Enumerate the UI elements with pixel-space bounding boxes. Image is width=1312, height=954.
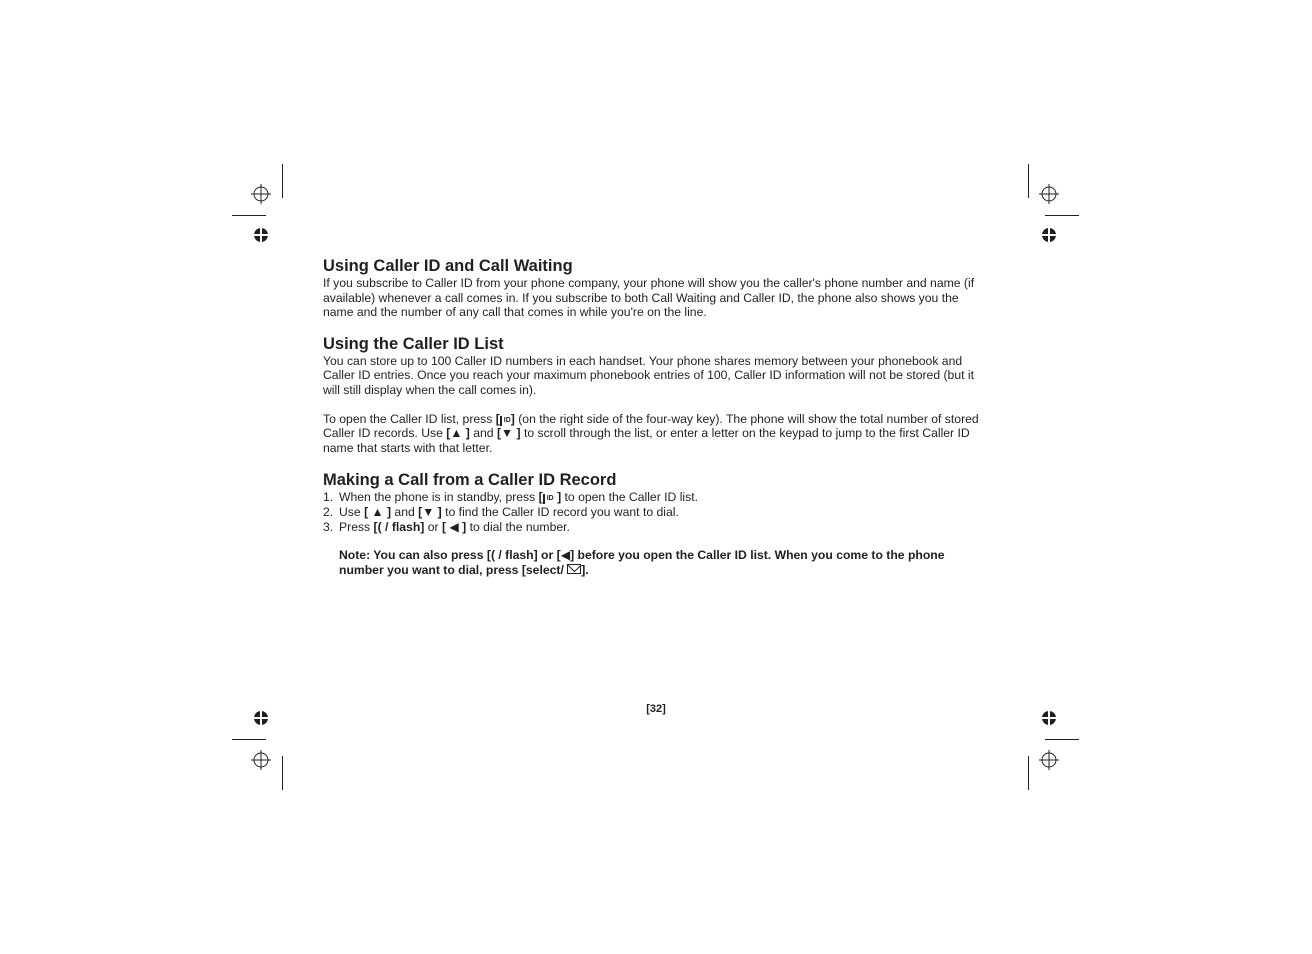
up-arrow-key-icon: [ ▲ ] [364,504,392,519]
section-heading-caller-id-list: Using the Caller ID List [323,334,504,353]
down-arrow-key-icon: [▼ ] [418,504,442,519]
crop-mark-top-right-horizontal [1045,215,1079,216]
page-number: [32] [646,703,666,715]
caller-id-list-paragraph: You can store up to 100 Caller ID numbers in each handset. Your phone shares memory between your phonebook and Caller ID entries. Once you reach your maximum phonebook entries of 100, Caller ID information will not be stored (but it will still display when the call comes in). [323,353,974,397]
text-fragment: and [469,426,497,441]
registration-dot-icon [254,228,268,242]
crop-mark-bottom-left-vertical [282,756,283,790]
envelope-icon [567,564,581,574]
note-paragraph: Note: You can also press [( / flash] or [◀] before you open the Caller ID list. When you come to the phone number you want to dial, press [select/ ]. [339,548,945,578]
registration-mark-icon [1039,184,1059,204]
crop-mark-top-right-vertical [1028,164,1029,198]
caller-id-key-icon: [ ID ] [538,490,562,505]
text-fragment: To open the Caller ID list, press [323,411,496,426]
crop-mark-top-left-horizontal [232,215,266,216]
text-fragment: to scroll through the list, or enter a letter on the keypad to jump to the first Caller ID name that starts with that letter. [323,426,970,455]
talk-key-icon: [( [486,548,495,563]
caller-id-key-icon: [ ID] [495,411,515,426]
crop-mark-bottom-left-horizontal [232,739,266,740]
talk-key-icon: [( [373,519,382,534]
list-item: 1. When the phone is in standby, press [ ID ] to open the Caller ID list. [323,490,698,505]
caller-id-paragraph: If you subscribe to Caller ID from your phone company, your phone will show you the caller's phone number and name (if available) whenever a call comes in. If you subscribe to both Call Waiting and Caller ID, the phone also shows you the name and the number of any call that comes in while you're on the line. [323,276,975,320]
speaker-key-icon: [◀] [556,548,575,563]
section-heading-making-call: Making a Call from a Caller ID Record [323,471,617,490]
open-caller-id-list-paragraph [323,412,991,456]
steps-list [323,490,991,534]
speaker-key-icon: [ ◀ ] [441,519,467,534]
up-arrow-key-icon: [▲ ] [446,426,470,441]
registration-dot-icon [1042,228,1056,242]
registration-mark-icon [1039,750,1059,770]
text-fragment: (on the right side of the four-way key). The phone will show the total number of stored Caller ID records. Use [323,411,979,441]
crop-mark-bottom-right-horizontal [1045,739,1079,740]
page-content [323,256,991,578]
list-item: 3. Press [( / flash] or [ ◀ ] to dial the number. [323,519,570,534]
registration-mark-icon [251,184,271,204]
section-heading-caller-id: Using Caller ID and Call Waiting [323,257,573,275]
list-item: 2. Use [ ▲ ] and [▼ ] to find the Caller ID record you want to dial. [323,504,679,519]
down-arrow-key-icon: [▼ ] [496,426,521,441]
crop-mark-bottom-right-vertical [1028,756,1029,790]
crop-mark-top-left-vertical [282,164,283,198]
registration-mark-icon [251,750,271,770]
